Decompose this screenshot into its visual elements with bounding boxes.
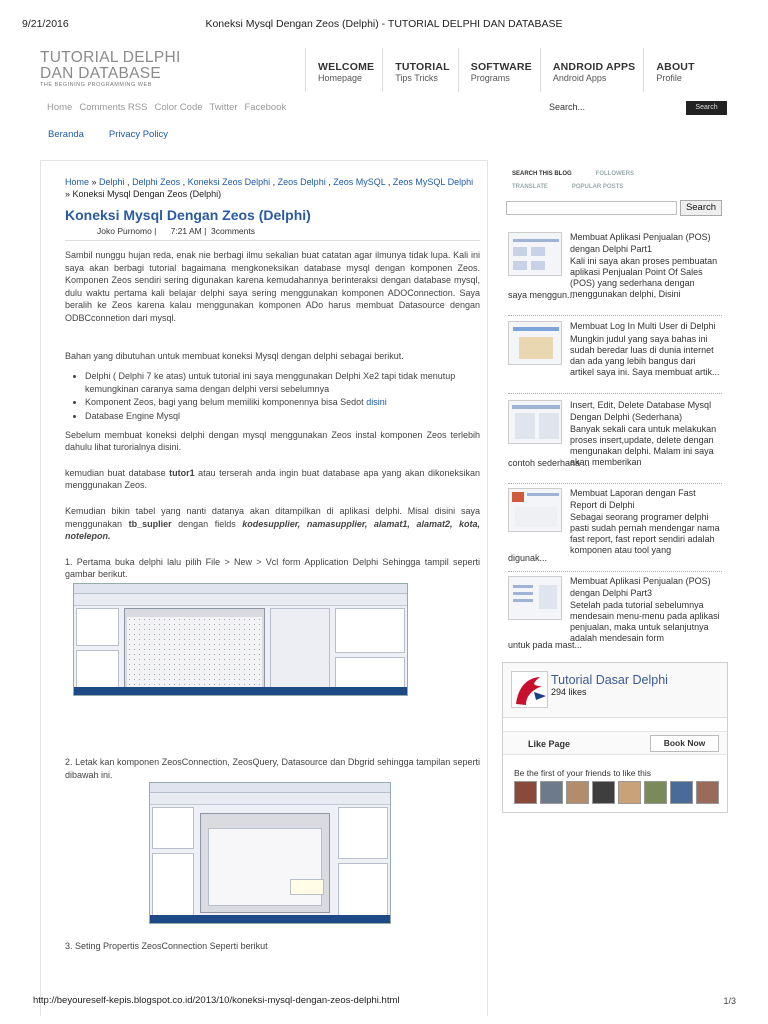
popular-post-item[interactable] (508, 232, 722, 312)
requirements-list (85, 370, 480, 422)
facebook-likes-count: 294 likes (551, 687, 587, 697)
avatar[interactable] (540, 781, 563, 804)
post-step3: 3. Seting Propertis ZeosConnection Seperti berikut (65, 941, 268, 951)
pages-menu (48, 129, 168, 140)
popular-post-title[interactable]: Membuat Aplikasi Penjualan (POS) dengan Delphi Part1 (570, 232, 711, 254)
nav-subtitle: Tips Tricks (395, 73, 438, 83)
popular-post-title[interactable]: Insert, Edit, Delete Database Mysql Dengan Delphi (Sederhana) (570, 400, 712, 422)
post-comments-link[interactable]: 3comments (211, 226, 255, 236)
nav-subtitle: Programs (470, 73, 510, 83)
nav-item-about[interactable] (643, 48, 702, 92)
nav-title: ABOUT (656, 61, 695, 73)
tab-search-this-blog[interactable]: SEARCH THIS BLOG (512, 171, 572, 177)
secondary-menu (47, 102, 286, 113)
nav-title: SOFTWARE (470, 61, 532, 73)
post-meta: Joko Purnomo | 7:21 AM | 3comments (97, 226, 255, 236)
menu-color-code-link[interactable]: Color Code (154, 102, 203, 113)
popular-post-excerpt-more: digunak... (508, 553, 548, 563)
post-time[interactable]: 7:21 AM (170, 226, 202, 236)
avatar[interactable] (592, 781, 615, 804)
facebook-page-widget (502, 662, 728, 813)
database-name: tutor1 (169, 467, 195, 478)
avatar[interactable] (618, 781, 641, 804)
post-thumbnail[interactable] (508, 488, 562, 532)
divider (508, 315, 722, 316)
nav-subtitle: Homepage (318, 73, 363, 83)
print-title: Koneksi Mysql Dengan Zeos (Delphi) - TUTORIAL DELPHI DAN DATABASE (205, 18, 563, 30)
popular-post-excerpt: Setelah pada tutorial sebelumnya mendesain menu-menu pada aplikasi penjualan, maka untuk selanjutnya adalah mendesain form (570, 600, 720, 643)
breadcrumb-delphi[interactable]: Delphi (99, 177, 125, 187)
site-logo[interactable] (40, 50, 181, 87)
breadcrumb-koneksi-zeos-delphi[interactable]: Koneksi Zeos Delphi (187, 177, 271, 187)
post-thumbnail[interactable] (508, 321, 562, 365)
nav-subtitle: Android Apps (552, 73, 607, 83)
nav-subtitle: Profile (656, 73, 682, 83)
post-table-note: Kemudian bikin tabel yang nanti datanya akan ditampilkan di aplikasi delphi. Misal disini saya menggunakan tb_suplier dengan fields kodesupplier, namasupplier, alamat1, alamat2, kota, notelepon. (65, 505, 481, 542)
sidebar-search-button[interactable]: Search (680, 200, 722, 216)
tab-followers[interactable]: FOLLOWERS (595, 171, 635, 177)
menu-facebook-link[interactable]: Facebook (244, 102, 287, 113)
delphi-ide-screenshot-2 (149, 782, 391, 924)
popular-post-excerpt-more: contoh sederhana ... (508, 458, 591, 468)
divider (508, 571, 722, 572)
post-title[interactable]: Koneksi Mysql Dengan Zeos (Delphi) (65, 207, 311, 223)
book-now-button[interactable]: Book Now (650, 735, 719, 752)
site-title-line1: TUTORIAL DELPHI (40, 49, 181, 66)
print-page-number: 1/3 (723, 996, 736, 1006)
post-install-note: Sebelum membuat koneksi delphi dengan mysql menggunakan Zeos instal komponen Zeos terlebih dahulu lihat turorialnya disini. (65, 429, 480, 453)
breadcrumb-delphi-zeos[interactable]: Delphi Zeos (132, 177, 181, 187)
menu-comments-rss-link[interactable]: Comments RSS (79, 102, 148, 113)
post-author[interactable]: Joko Purnomo (97, 226, 152, 236)
sidebar-tabs (512, 168, 658, 194)
popular-post-excerpt: Sebagai seorang programer delphi pasti sudah pernah mendengar nama fast report, fast report sendiri adalah komponen atau tool yang (570, 512, 720, 555)
like-page-button[interactable]: Like Page (528, 739, 571, 749)
popular-post-item[interactable] (508, 576, 722, 656)
post-step1: 1. Pertama buka delphi lalu pilih File > New > Vcl form Application Delphi Sehingga tampil seperti gambar berikut. (65, 556, 480, 580)
nav-title: TUTORIAL (395, 61, 450, 73)
sidebar-search-input[interactable] (506, 201, 677, 215)
divider (65, 240, 480, 241)
popular-post-excerpt-more: saya menggun... (508, 290, 575, 300)
list-item: • Komponent Zeos, bagi yang belum memiliki komponennya bisa Sedot disini (85, 396, 480, 409)
header-search-button[interactable]: Search (686, 101, 727, 115)
post-needs: Bahan yang dibutuhan untuk membuat koneksi Mysql dengan delphi sebagai berikut. (65, 350, 404, 361)
post-database-note: kemudian buat database tutor1 atau terserah anda ingin buat database apa yang akan dikoneksikan menggunakan Zeos. (65, 467, 480, 491)
nav-title: WELCOME (318, 61, 375, 73)
post-thumbnail[interactable] (508, 400, 562, 444)
site-tagline: THE BEGINING PROGRAMMING WEB (40, 82, 152, 87)
avatar[interactable] (696, 781, 719, 804)
avatar[interactable] (644, 781, 667, 804)
popular-post-item[interactable] (508, 488, 722, 568)
popular-post-item[interactable] (508, 400, 722, 480)
breadcrumb-zeos-mysql-delphi[interactable]: Zeos MySQL Delphi (392, 177, 474, 187)
avatar[interactable] (514, 781, 537, 804)
tab-popular-posts[interactable]: POPULAR POSTS (571, 184, 624, 190)
post-thumbnail[interactable] (508, 232, 562, 276)
list-item: • Database Engine Mysql (85, 410, 480, 423)
facebook-page-name[interactable]: Tutorial Dasar Delphi (551, 673, 668, 687)
download-link[interactable]: disini (366, 397, 387, 408)
breadcrumb-home[interactable]: Home (65, 177, 90, 187)
print-date: 9/21/2016 (22, 18, 69, 30)
header-search-input[interactable]: Search... (549, 102, 586, 112)
page-logo-image[interactable] (511, 671, 548, 708)
menu-twitter-link[interactable]: Twitter (209, 102, 238, 113)
popular-post-excerpt: Kali ini saya akan proses pembuatan aplikasi Penjualan Point Of Sales (POS) yang sederhana dengan menggunakan delphi, Disini (570, 256, 718, 299)
post-step2: 2. Letak kan komponen ZeosConnection, ZeosQuery, Datasource dan Dbgrid sehingga tampilan seperti dibawah ini. (65, 757, 480, 780)
breadcrumb-zeos-mysql[interactable]: Zeos MySQL (333, 177, 386, 187)
table-name: tb_suplier (128, 518, 172, 529)
nav-item-android-apps[interactable] (540, 48, 644, 92)
tab-translate[interactable]: TRANSLATE (512, 184, 548, 190)
breadcrumb: Home » Delphi , Delphi Zeos , Koneksi Zeos Delphi , Zeos Delphi , Zeos MySQL , Zeos MySQL Delphi » Koneksi Mysql Dengan Zeos (Delphi) (65, 177, 474, 199)
nav-title: ANDROID APPS (552, 61, 636, 73)
page-privacy-policy-link[interactable]: Privacy Policy (108, 129, 169, 140)
table-fields: kodesupplier, namasupplier, alamat1, alamat2, kota, notelepon. (65, 518, 481, 542)
page-beranda-link[interactable]: Beranda (48, 129, 84, 140)
popular-post-excerpt: Banyak sekali cara untuk melakukan proses insert,update, delete dengan mengunakan delphi. Malam ini saya akan memberikan (570, 424, 717, 467)
divider (508, 483, 722, 484)
friends-like-text: Be the first of your friends to like this (514, 768, 652, 778)
friend-avatars (514, 781, 719, 804)
menu-home-link[interactable]: Home (47, 102, 73, 113)
divider (508, 393, 722, 394)
avatar[interactable] (566, 781, 589, 804)
delphi-ide-screenshot-1 (73, 583, 408, 696)
popular-post-title[interactable]: Membuat Laporan dengan Fast Report di Delphi (570, 488, 696, 510)
nav-item-software[interactable] (458, 48, 540, 92)
popular-post-excerpt-more: untuk pada mast... (508, 640, 583, 650)
popular-post-excerpt: Mungkin judul yang saya bahas ini sudah beredar luas di dunia internet dan ada yang lebih bangus dari artikel saya ini. Saya membuat artik... (570, 334, 720, 377)
popular-post-title[interactable]: Membuat Log In Multi User di Delphi (570, 321, 716, 331)
post-container (40, 160, 488, 1016)
post-intro: Sambil nunggu hujan reda, enak nie berbagi ilmu sekalian buat catatan agar ilmunya tidak lupa. Kali ini saya akan berbagi tutorial bagaimana mengkoneksikan database mysql dengan komponen Zeos. Komponen Zeos sendiri sering digunakan karena kemudahannya berinteraksi dengan database mysql, dulu waktu pertama kali belajar delphi saya sering menggunakan komponen ADOConnection. Saya beralih ke Zeos karena kalau menggunakan komponen ADo harus membuat Datasource dengan ODBCconnetion dari mysql. (65, 250, 480, 323)
nav-item-welcome[interactable] (305, 48, 382, 92)
top-navigation (305, 48, 703, 92)
nav-item-tutorial[interactable] (382, 48, 458, 92)
breadcrumb-current: Koneksi Mysql Dengan Zeos (Delphi) (72, 189, 222, 199)
popular-post-title[interactable]: Membuat Aplikasi Penjualan (POS) dengan Delphi Part3 (570, 576, 711, 598)
avatar[interactable] (670, 781, 693, 804)
popular-post-item[interactable] (508, 321, 722, 391)
site-title-line2: DAN DATABASE (40, 65, 162, 82)
print-url: http://beyoureself-kepis.blogspot.co.id/2013/10/koneksi-mysql-dengan-zeos-delphi.html (33, 995, 400, 1006)
list-item: • Delphi ( Delphi 7 ke atas) untuk tutorial ini saya menggunakan Delphi Xe2 tapi tidak menutup kemungkinan caranya sama dengan delphi versi sebelumnya (85, 370, 480, 395)
post-thumbnail[interactable] (508, 576, 562, 620)
breadcrumb-zeos-delphi[interactable]: Zeos Delphi (277, 177, 326, 187)
